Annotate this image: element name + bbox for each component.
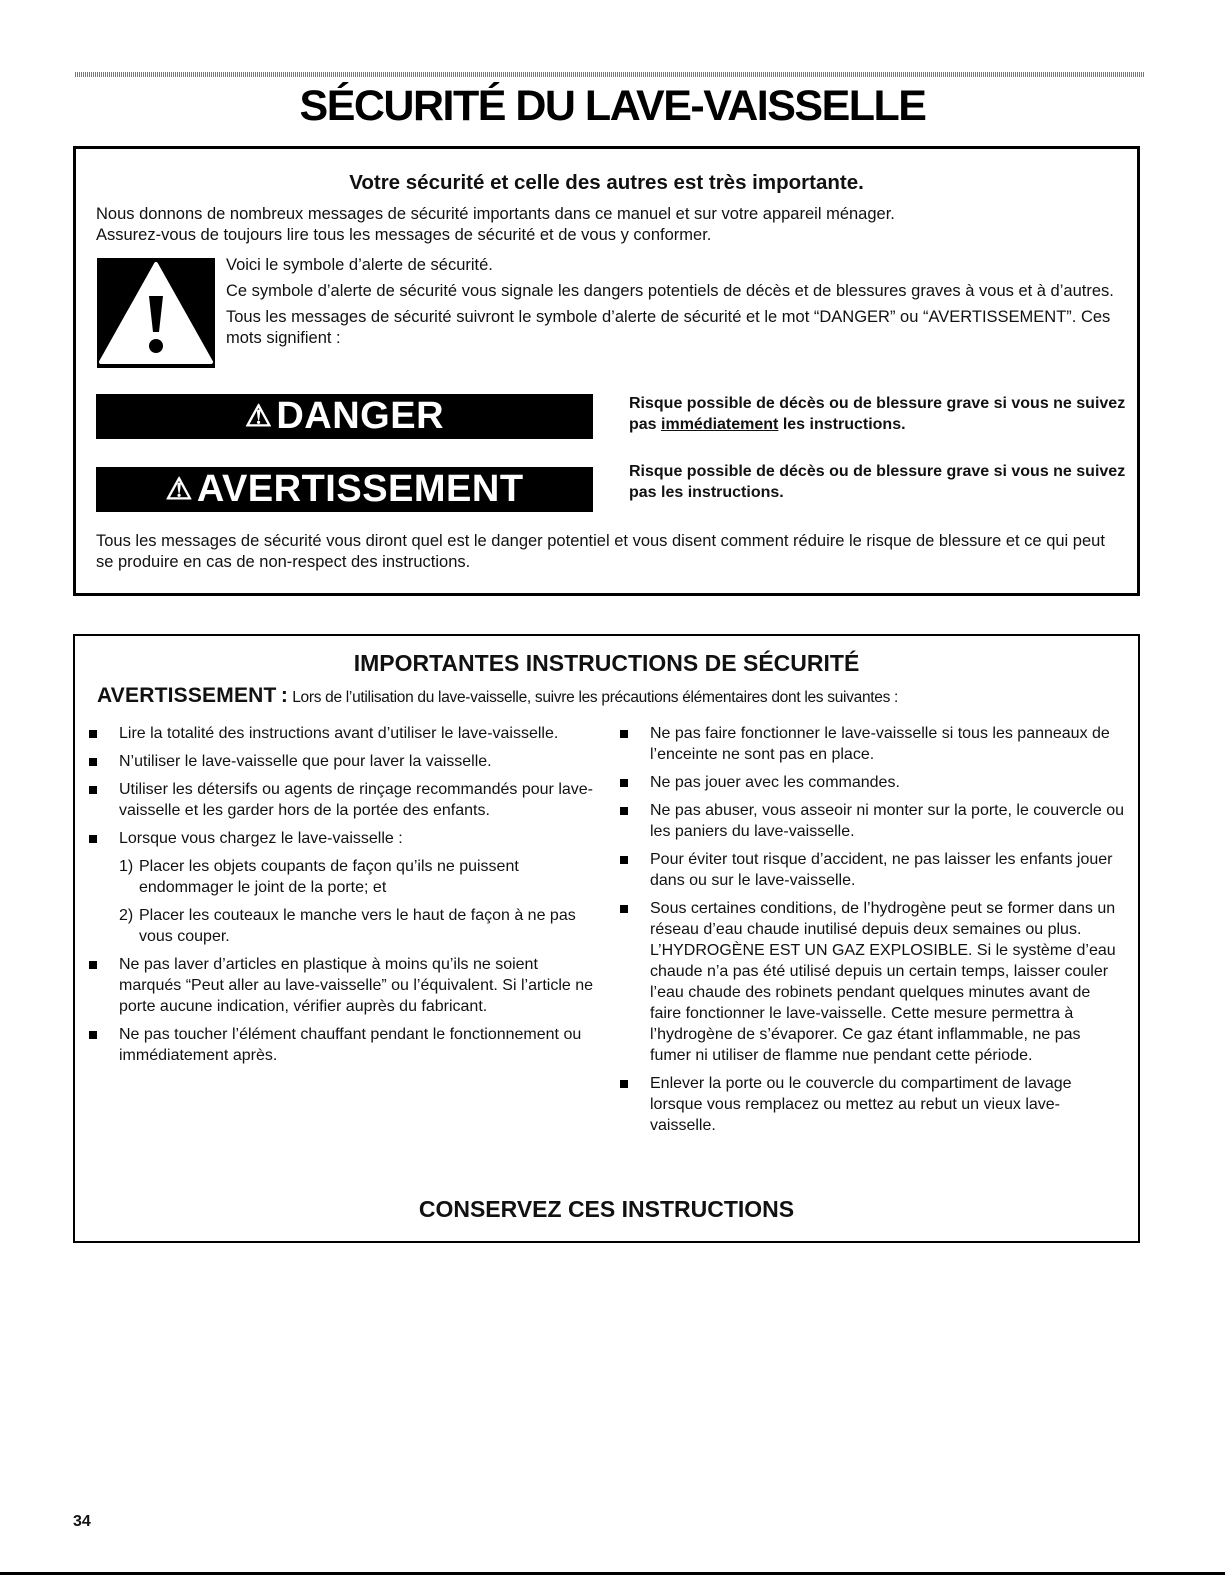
top-rule bbox=[75, 72, 1145, 77]
bullet-square-icon bbox=[620, 1080, 628, 1088]
bullet-square-icon bbox=[620, 856, 628, 864]
instructions-footer: CONSERVEZ CES INSTRUCTIONS bbox=[418, 1196, 795, 1222]
list-item: Ne pas toucher l’élément chauffant pendant le fonctionnement ou immédiatement après. bbox=[89, 1024, 594, 1066]
bullet-square-icon bbox=[89, 835, 97, 843]
alert-line-3: Tous les messages de sécurité suivront le symbole d’alerte de sécurité et le mot “DANGER” ou “AVERTISSEMENT”. Ces mots signifient : bbox=[226, 308, 1111, 347]
danger-description: Risque possible de décès ou de blessure grave si vous ne suivez pas immédiatement les instructions. bbox=[629, 395, 1126, 433]
warning-label: AVERTISSEMENT bbox=[97, 684, 277, 707]
list-item: Lorsque vous chargez le lave-vaisselle : bbox=[89, 828, 594, 849]
instructions-right-column bbox=[620, 723, 1125, 1143]
warning-signal-label: ⚠ AVERTISSEMENT bbox=[96, 467, 593, 512]
instructions-left-column bbox=[89, 723, 594, 1073]
bullet-square-icon bbox=[89, 786, 97, 794]
list-item: Lire la totalité des instructions avant d’utiliser le lave-vaisselle. bbox=[89, 723, 594, 744]
warning-triangle-icon: ⚠ bbox=[244, 400, 273, 433]
list-item: Ne pas faire fonctionner le lave-vaisselle si tous les panneaux de l’enceinte ne sont pas en place. bbox=[620, 723, 1125, 765]
danger-emphasis: immédiatement bbox=[661, 416, 779, 433]
list-item: Enlever la porte ou le couvercle du compartiment de lavage lorsque vous remplacez ou mettez au rebut un vieux lave-vaisselle. bbox=[620, 1073, 1125, 1136]
bullet-square-icon bbox=[89, 730, 97, 738]
bullet-square-icon bbox=[89, 758, 97, 766]
danger-signal-label: ⚠ DANGER bbox=[96, 394, 593, 439]
safety-heading: Votre sécurité et celle des autres est très importante. bbox=[349, 171, 864, 194]
safety-alert-icon bbox=[97, 258, 215, 368]
bullet-square-icon bbox=[89, 961, 97, 969]
list-item: Sous certaines conditions, de l’hydrogène peut se former dans un réseau d’eau chaude inutilisé depuis deux semaines ou plus. L’HYDROGÈNE EST UN GAZ EXPLOSIBLE. Si le système d’eau chaude n’a pas été utilisé depuis un certain temps, laisser couler l’eau chaude des robinets pendant quelques minutes avant de faire fonctionner le lave-vaisselle. Cette mesure permettra à l’hydrogène de s’évaporer. Ce gaz étant inflammable, ne pas fumer ni utiliser de flamme nue pendant cette période. bbox=[620, 898, 1125, 1066]
warning-separator: : bbox=[280, 684, 288, 707]
alert-line-1: Voici le symbole d’alerte de sécurité. bbox=[226, 256, 493, 274]
warning-text: Lors de l’utilisation du lave-vaisselle, suivre les précautions élémentaires dont les suivantes : bbox=[292, 689, 899, 706]
instructions-warning bbox=[97, 684, 1137, 708]
bottom-rule bbox=[0, 1572, 1225, 1575]
alert-text bbox=[226, 255, 1126, 354]
page-title: SÉCURITÉ DU LAVE-VAISSELLE bbox=[299, 82, 926, 130]
bullet-square-icon bbox=[620, 807, 628, 815]
list-item: Pour éviter tout risque d’accident, ne pas laisser les enfants jouer dans ou sur le lave-vaisselle. bbox=[620, 849, 1125, 891]
safety-intro-line-1: Nous donnons de nombreux messages de sécurité importants dans ce manuel et sur votre appareil ménager. bbox=[96, 205, 895, 223]
list-item: Utiliser les détersifs ou agents de rinçage recommandés pour lave-vaisselle et les garder hors de la portée des enfants. bbox=[89, 779, 594, 821]
list-item: N’utiliser le lave-vaisselle que pour laver la vaisselle. bbox=[89, 751, 594, 772]
sub-list-item: 2) Placer les couteaux le manche vers le haut de façon à ne pas vous couper. bbox=[119, 907, 576, 945]
safety-intro bbox=[96, 204, 1116, 246]
bullet-square-icon bbox=[620, 779, 628, 787]
list-item: Ne pas abuser, vous asseoir ni monter sur la porte, le couvercle ou les paniers du lave-vaisselle. bbox=[620, 800, 1125, 842]
safety-footer: Tous les messages de sécurité vous diront quel est le danger potentiel et vous disent comment réduire le risque de blessure et ce qui peut se produire en cas de non-respect des instructions. bbox=[96, 532, 1105, 571]
instructions-box bbox=[73, 634, 1140, 1243]
warning-description: Risque possible de décès ou de blessure grave si vous ne suivez pas les instructions. bbox=[629, 463, 1126, 501]
warning-triangle-icon: ⚠ bbox=[165, 473, 193, 506]
page-number: 34 bbox=[73, 1513, 91, 1530]
instructions-heading: IMPORTANTES INSTRUCTIONS DE SÉCURITÉ bbox=[353, 650, 860, 676]
safety-info-box bbox=[73, 146, 1140, 596]
bullet-square-icon bbox=[89, 1031, 97, 1039]
bullet-square-icon bbox=[620, 730, 628, 738]
list-item: Ne pas jouer avec les commandes. bbox=[620, 772, 1125, 793]
list-item: Ne pas laver d’articles en plastique à moins qu’ils ne soient marqués “Peut aller au lave-vaisselle” ou l’équivalent. Si l’article ne porte aucune indication, vérifier auprès du fabricant. bbox=[89, 954, 594, 1017]
safety-intro-line-2: Assurez-vous de toujours lire tous les messages de sécurité et de vous y conformer. bbox=[96, 226, 712, 244]
bullet-square-icon bbox=[620, 905, 628, 913]
sub-list-item: 1) Placer les objets coupants de façon qu’ils ne puissent endommager le joint de la porte; et bbox=[119, 858, 519, 896]
alert-line-2: Ce symbole d’alerte de sécurité vous signale les dangers potentiels de décès et de blessures graves à vous et à d’autres. bbox=[226, 282, 1114, 300]
